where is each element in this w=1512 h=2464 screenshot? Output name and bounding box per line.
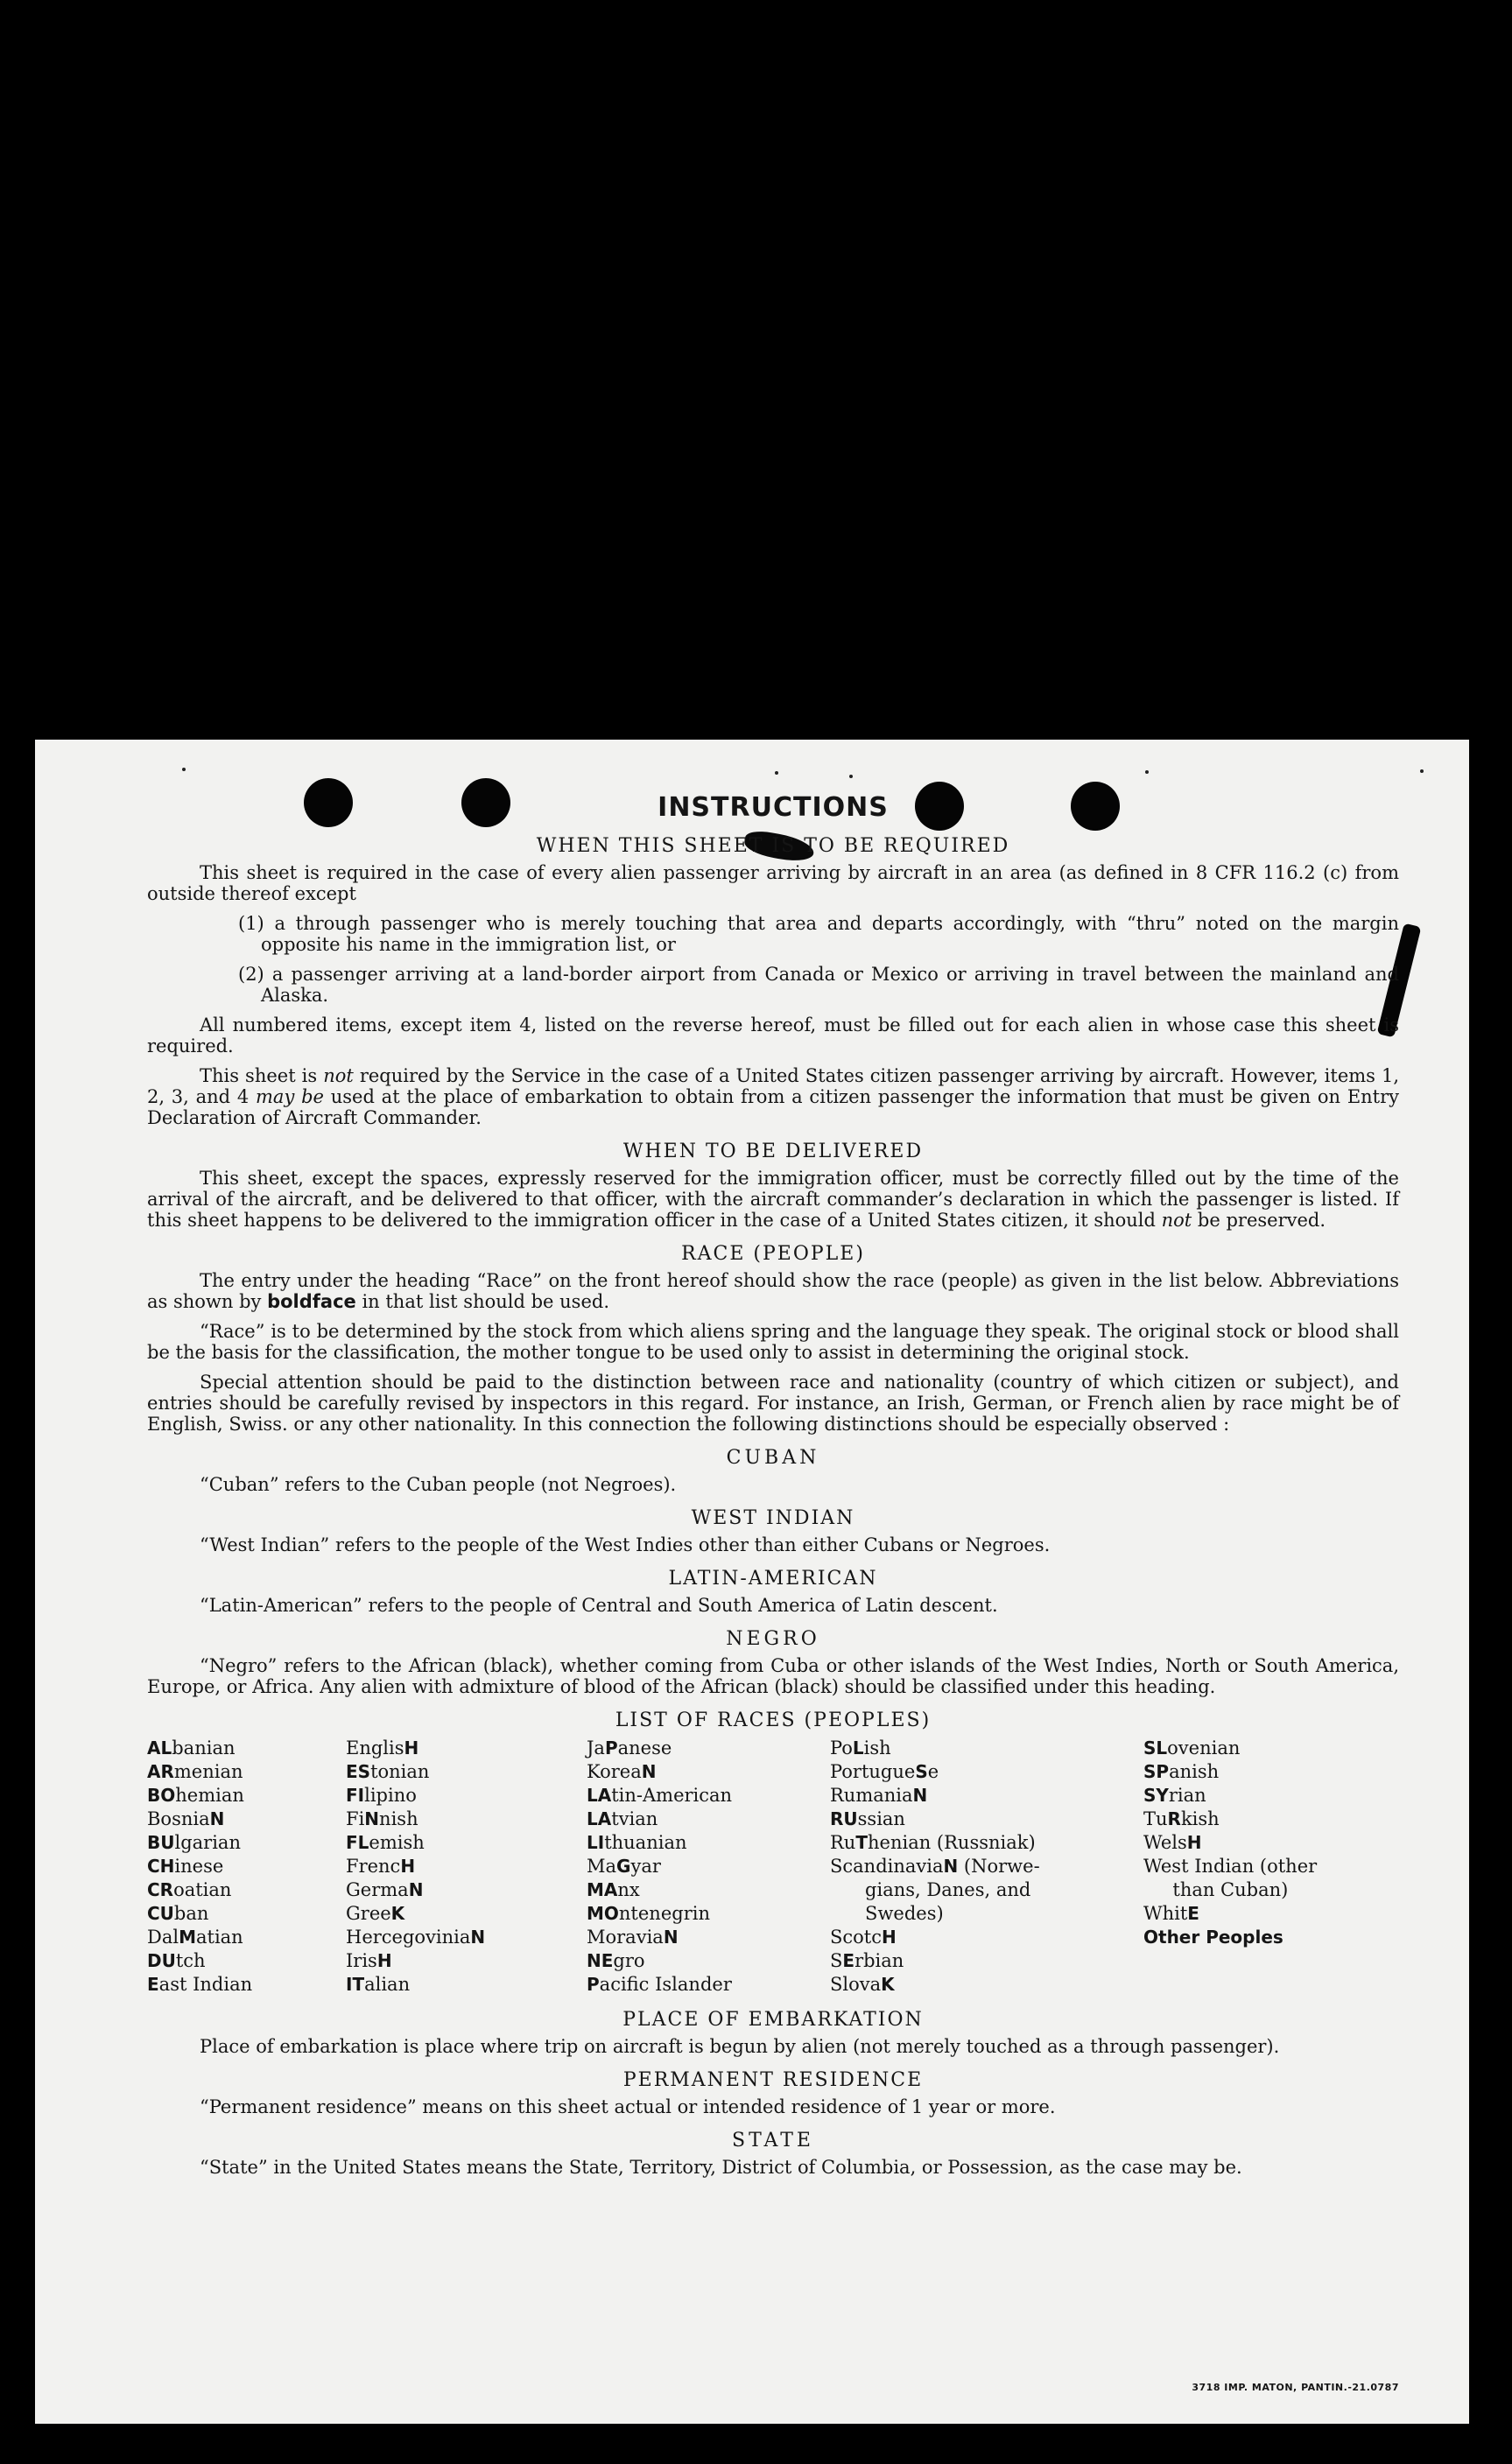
- race-entry: GreeK: [346, 1903, 405, 1924]
- race-entry: FiNnish: [346, 1808, 418, 1829]
- race-entry: FLemish: [346, 1832, 425, 1853]
- race-entry: ScandinaviaN (Norwe-: [830, 1856, 1040, 1877]
- residence-text: “Permanent residence” means on this sheet actual or intended residence of 1 year or more.: [200, 2096, 1056, 2117]
- race-entry: JaPanese: [587, 1737, 672, 1758]
- race-entry: Other Peoples: [1143, 1927, 1283, 1948]
- race-paragraph-1: The entry under the heading “Race” on the front hereof should show the race (people) as given in the list below. Abbreviations as shown by boldface in that list should be used.: [147, 1270, 1399, 1312]
- race-entry: FIlipino: [346, 1785, 417, 1806]
- race-entry: MoraviaN: [587, 1927, 679, 1948]
- race-column: [830, 1737, 1143, 1997]
- race-column: [587, 1737, 830, 1997]
- race-entry: HercegoviniaN: [346, 1927, 486, 1948]
- race-entry: KoreaN: [587, 1761, 657, 1782]
- page-title: INSTRUCTIONS: [658, 792, 889, 823]
- instructions-content: [147, 792, 1399, 2187]
- speck: [849, 775, 853, 778]
- required-exception-2: (2) a passenger arriving at a land-border airport from Canada or Mexico or arriving in travel between the mainland and Alaska.: [238, 964, 1399, 1006]
- instruction-sheet: [35, 740, 1469, 2424]
- race-entry: SLovenian: [1143, 1737, 1241, 1758]
- race-entry: BOhemian: [147, 1785, 244, 1806]
- printer-footer: 3718 IMP. MATON, PANTIN.-21.0787: [1192, 2382, 1399, 2393]
- race-entry: East Indian: [147, 1974, 253, 1995]
- race-entry: than Cuban): [1143, 1879, 1289, 1900]
- heading-negro: NEGRO: [726, 1628, 820, 1650]
- race-entry: ScotcH: [830, 1927, 897, 1948]
- race-entry: PoLish: [830, 1737, 891, 1758]
- race-entry: LAtin-American: [587, 1785, 733, 1806]
- heading-embarkation: PLACE OF EMBARKATION: [622, 2009, 924, 2031]
- race-entry: ITalian: [346, 1974, 411, 1995]
- race-entry: gians, Danes, and: [830, 1879, 1031, 1900]
- race-entry: Pacific Islander: [587, 1974, 732, 1995]
- race-entry: CUban: [147, 1903, 209, 1924]
- race-entry: LIthuanian: [587, 1832, 687, 1853]
- race-entry: LAtvian: [587, 1808, 658, 1829]
- race-entry: RuThenian (Russniak): [830, 1832, 1036, 1853]
- speck: [1420, 769, 1424, 773]
- race-entry: ALbanian: [147, 1737, 236, 1758]
- heading-latin-american: LATIN-AMERICAN: [668, 1568, 878, 1590]
- race-paragraph-3: Special attention should be paid to the distinction between race and nationality (country of which citizen or subject), and entries should be carefully revised by inspectors in this regard. For instance, an Irish, German, or French alien by race might be of English, Swiss. or any other nationality. In this connection the following distinctions should be especially observed :: [147, 1372, 1399, 1435]
- race-entry: SErbian: [830, 1950, 904, 1971]
- race-column: [147, 1737, 346, 1997]
- race-entry: TuRkish: [1143, 1808, 1220, 1829]
- race-entry: SPanish: [1143, 1761, 1220, 1782]
- race-entry: FrencH: [346, 1856, 416, 1877]
- race-entry: MaGyar: [587, 1856, 661, 1877]
- race-entry: SlovaK: [830, 1974, 895, 1995]
- heading-state: STATE: [732, 2130, 814, 2152]
- latin-american-text: “Latin-American” refers to the people of Central and South America of Latin descent.: [200, 1595, 998, 1616]
- race-entry: MOntenegrin: [587, 1903, 710, 1924]
- race-entry: EnglisH: [346, 1737, 419, 1758]
- negro-text: “Negro” refers to the African (black), whether coming from Cuba or other islands of the West Indies, North or South America, Europe, or Africa. Any alien with admixture of blood of the African (black) should be classified under this heading.: [147, 1655, 1399, 1697]
- delivered-paragraph: This sheet, except the spaces, expressly reserved for the immigration officer, must be correctly filled out by the time of the arrival of the aircraft, and be delivered to that officer, with the aircraft commander’s declaration in which the passenger is listed. If this sheet happens to be delivered to the immigration officer in the case of a United States citizen, it should not be preserved.: [147, 1168, 1399, 1231]
- race-entry: CRoatian: [147, 1879, 232, 1900]
- race-entry: DalMatian: [147, 1927, 243, 1948]
- state-text: “State” in the United States means the State, Territory, District of Columbia, or Possession, as the case may be.: [200, 2157, 1242, 2178]
- race-entry: EStonian: [346, 1761, 430, 1782]
- race-entry: RUssian: [830, 1808, 905, 1829]
- race-list: [147, 1737, 1399, 1997]
- race-entry: RumaniaN: [830, 1785, 928, 1806]
- speck: [775, 771, 778, 775]
- race-entry: IrisH: [346, 1950, 392, 1971]
- heading-cuban: CUBAN: [726, 1447, 820, 1469]
- race-entry: SYrian: [1143, 1785, 1206, 1806]
- race-entry: WelsH: [1143, 1832, 1202, 1853]
- heading-list-of-races: LIST OF RACES (PEOPLES): [615, 1709, 932, 1731]
- race-entry: Swedes): [830, 1903, 944, 1924]
- citizen-paragraph: This sheet is not required by the Service in the case of a United States citizen passenger arriving by aircraft. However, items 1, 2, 3, and 4 may be used at the place of embarkation to obtain from a citizen passenger the information that must be given on Entry Declaration of Aircraft Commander.: [147, 1065, 1400, 1128]
- numbered-items-paragraph: All numbered items, except item 4, listed on the reverse hereof, must be filled out for each alien in whose case this sheet is required.: [147, 1014, 1399, 1057]
- heading-west-indian: WEST INDIAN: [691, 1507, 855, 1529]
- speck: [1145, 770, 1149, 774]
- speck: [182, 768, 186, 771]
- race-entry: PortugueSe: [830, 1761, 939, 1782]
- heading-race: RACE (PEOPLE): [681, 1243, 865, 1265]
- heading-delivered: WHEN TO BE DELIVERED: [622, 1141, 924, 1162]
- cuban-text: “Cuban” refers to the Cuban people (not Negroes).: [200, 1474, 677, 1495]
- race-column: [346, 1737, 587, 1997]
- race-entry: NEgro: [587, 1950, 645, 1971]
- race-entry: ARmenian: [147, 1761, 243, 1782]
- race-entry: BosniaN: [147, 1808, 225, 1829]
- race-entry: WhitE: [1143, 1903, 1199, 1924]
- required-paragraph: This sheet is required in the case of every alien passenger arriving by aircraft in an area (as defined in 8 CFR 116.2 (c) from outside thereof except: [147, 862, 1399, 904]
- race-column: [1143, 1737, 1371, 1997]
- race-entry: BUlgarian: [147, 1832, 241, 1853]
- race-entry: MAnx: [587, 1879, 640, 1900]
- race-entry: DUtch: [147, 1950, 206, 1971]
- race-entry: CHinese: [147, 1856, 224, 1877]
- heading-permanent-residence: PERMANENT RESIDENCE: [622, 2069, 924, 2091]
- west-indian-text: “West Indian” refers to the people of the West Indies other than either Cubans or Negroes.: [200, 1534, 1051, 1555]
- required-exception-1: (1) a through passenger who is merely touching that area and departs accordingly, with “thru” noted on the margin opposite his name in the immigration list, or: [238, 913, 1399, 955]
- race-entry: West Indian (other: [1143, 1856, 1318, 1877]
- embarkation-text: Place of embarkation is place where trip on aircraft is begun by alien (not merely touched as a through passenger).: [200, 2036, 1280, 2057]
- heading-required: WHEN THIS SHEET IS TO BE REQUIRED: [536, 835, 1010, 857]
- race-entry: GermaN: [346, 1879, 424, 1900]
- race-paragraph-2: “Race” is to be determined by the stock from which aliens spring and the language they speak. The original stock or blood shall be the basis for the classification, the mother tongue to be used only to assist in determining the original stock.: [147, 1321, 1399, 1363]
